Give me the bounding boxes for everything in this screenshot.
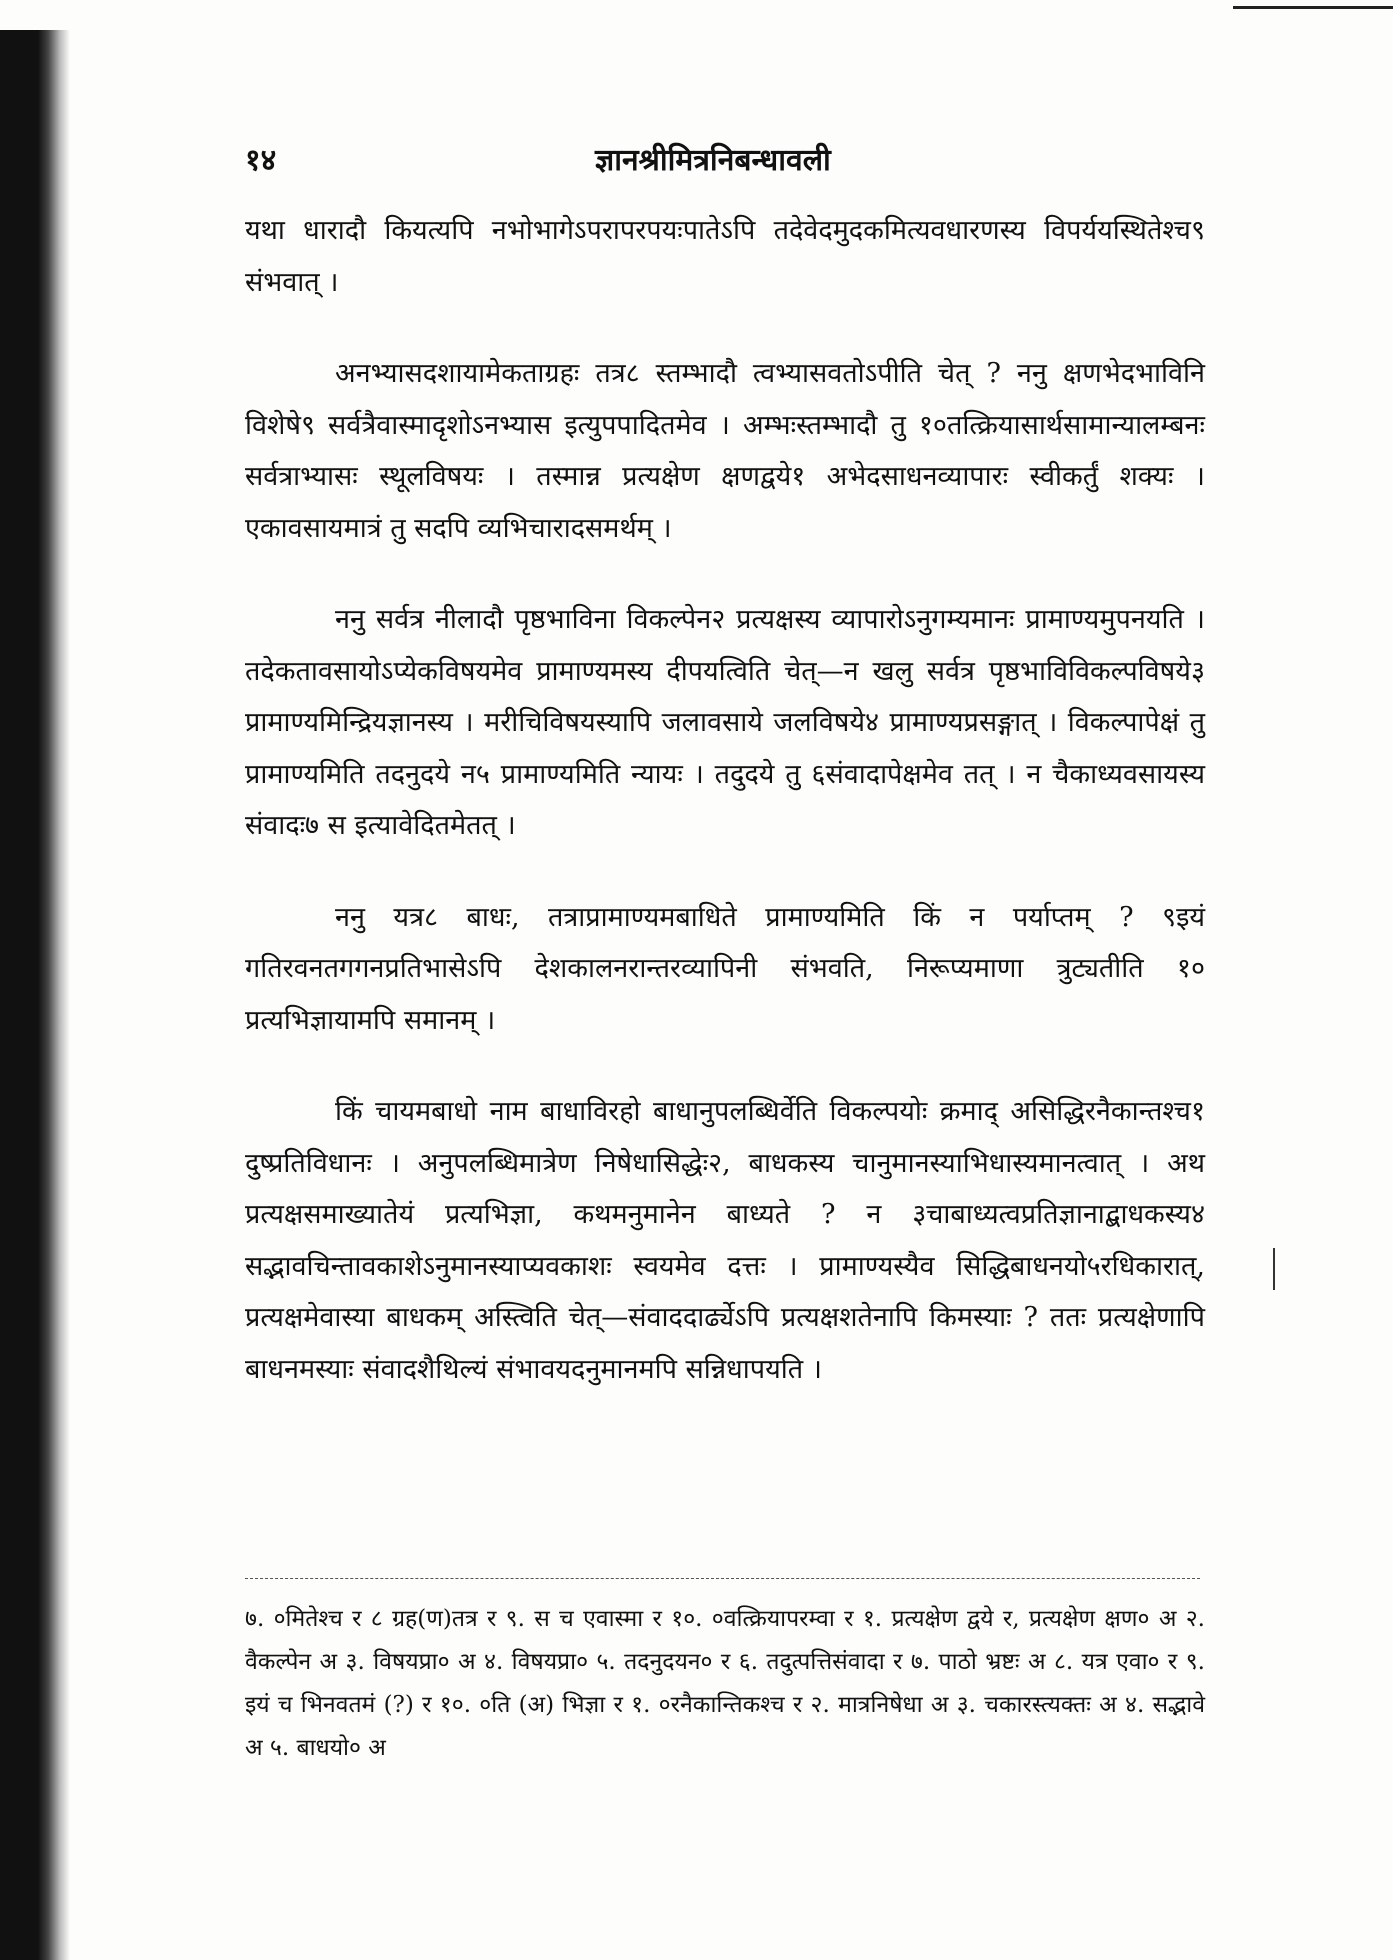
page-number: १४	[245, 143, 277, 178]
top-rule	[1233, 6, 1393, 9]
book-binding-edge	[0, 30, 70, 1960]
paragraph: अनभ्यासदशायामेकताग्रहः तत्र८ स्तम्भादौ त्वभ्यासवतोऽपीति चेत् ? ननु क्षणभेदभाविनि विशेषे९ सर्वत्रैवास्मादृशोऽनभ्यास इत्युपपादितमेव । अम्भःस्तम्भादौ तु १०तत्क्रियासार्थसामान्यालम्बनः सर्वत्राभ्यासः स्थूलविषयः । तस्मान्न प्रत्यक्षेण क्षणद्वये१ अभेदसाधनव्यापारः स्वीकर्तुं शक्यः । एकावसायमात्रं तु सदपि व्यभिचारादसमर्थम् ।	[245, 358, 1205, 544]
margin-mark	[1273, 1248, 1275, 1290]
paragraph: ननु सर्वत्र नीलादौ पृष्ठभाविना विकल्पेन२ प्रत्यक्षस्य व्यापारोऽनुगम्यमानः प्रामाण्यमुपनयति । तदेकतावसायोऽप्येकविषयमेव प्रामाण्यमस्य दीपयत्विति चेत्—न खलु सर्वत्र पृष्ठभाविविकल्पविषये३ प्रामाण्यमिन्द्रियज्ञानस्य । मरीचिविषयस्यापि जलावसाये जलविषये४ प्रामाण्यप्रसङ्गात् । विकल्पापेक्षं तु प्रामाण्यमिति तदनुदये न५ प्रामाण्यमिति न्यायः । तदुदये तु ६संवादापेक्षमेव तत् । न चैकाध्यवसायस्य संवादः७ स इत्यावेदितमेतत् ।	[245, 604, 1205, 841]
paragraph: यथा धारादौ कियत्यपि नभोभागेऽपरापरपयःपातेऽपि तदेवेदमुदकमित्यवधारणस्य विपर्ययस्थितेश्च९ संभवात् ।	[245, 215, 1205, 298]
main-text	[245, 205, 1205, 1395]
running-title: ज्ञानश्रीमित्रनिबन्धावली	[595, 143, 831, 178]
paragraph: ननु यत्र८ बाधः, तत्राप्रामाण्यमबाधिते प्रामाण्यमिति किं न पर्याप्तम् ? ९इयं गतिरवनतगगनप्रतिभासेऽपि देशकालनरान्तरव्यापिनी संभवति, निरूप्यमाणा त्रुट्यतीति १० प्रत्यभिज्ञायामपि समानम् ।	[245, 901, 1205, 1036]
footnotes	[245, 1598, 1205, 1770]
footnote-text: ७. ०मितेश्च र ८ ग्रह(ण)तत्र र ९. स च एवास्मा र १०. ०वत्क्रियापरम्वा र १. प्रत्यक्षेण द्वये र, प्रत्यक्षेण क्षण० अ २. वैकल्पेन अ ३. विषयप्रा० अ ४. विषयप्रा० ५. तदनुदयन० र ६. तदुत्पत्तिसंवादा र ७. पाठो भ्रष्टः अ ८. यत्र एवा० र ९. इयं च भिनवतमं (?) र १०. ०ति (अ) भिज्ञा र १. ०रनैकान्तिकश्च र २. मात्रनिषेधा अ ३. चकारस्त्यक्तः अ ४. सद्भावे अ ५. बाधयो० अ	[245, 1606, 1205, 1761]
footnote-divider	[245, 1578, 1200, 1580]
page-header	[245, 138, 1205, 178]
paragraph: किं चायमबाधो नाम बाधाविरहो बाधानुपलब्धिर्वेति विकल्पयोः क्रमाद् असिद्धिरनैकान्तश्च१ दुष्प्रतिविधानः । अनुपलब्धिमात्रेण निषेधासिद्धेः२, बाधकस्य चानुमानस्याभिधास्यमानत्वात् । अथ प्रत्यक्षसमाख्यातेयं प्रत्यभिज्ञा, कथमनुमानेन बाध्यते ? न ३चाबाध्यत्वप्रतिज्ञानाद्बाधकस्य४ सद्भावचिन्तावकाशेऽनुमानस्याप्यवकाशः स्वयमेव दत्तः । प्रामाण्यस्यैव सिद्धिबाधनयो५रधिकारात्, प्रत्यक्षमेवास्या बाधकम् अस्त्विति चेत्—संवाददार्ढ्येऽपि प्रत्यक्षशतेनापि किमस्याः ? ततः प्रत्यक्षेणापि बाधनमस्याः संवादशैथिल्यं संभावयदनुमानमपि सन्निधापयति ।	[245, 1096, 1205, 1385]
